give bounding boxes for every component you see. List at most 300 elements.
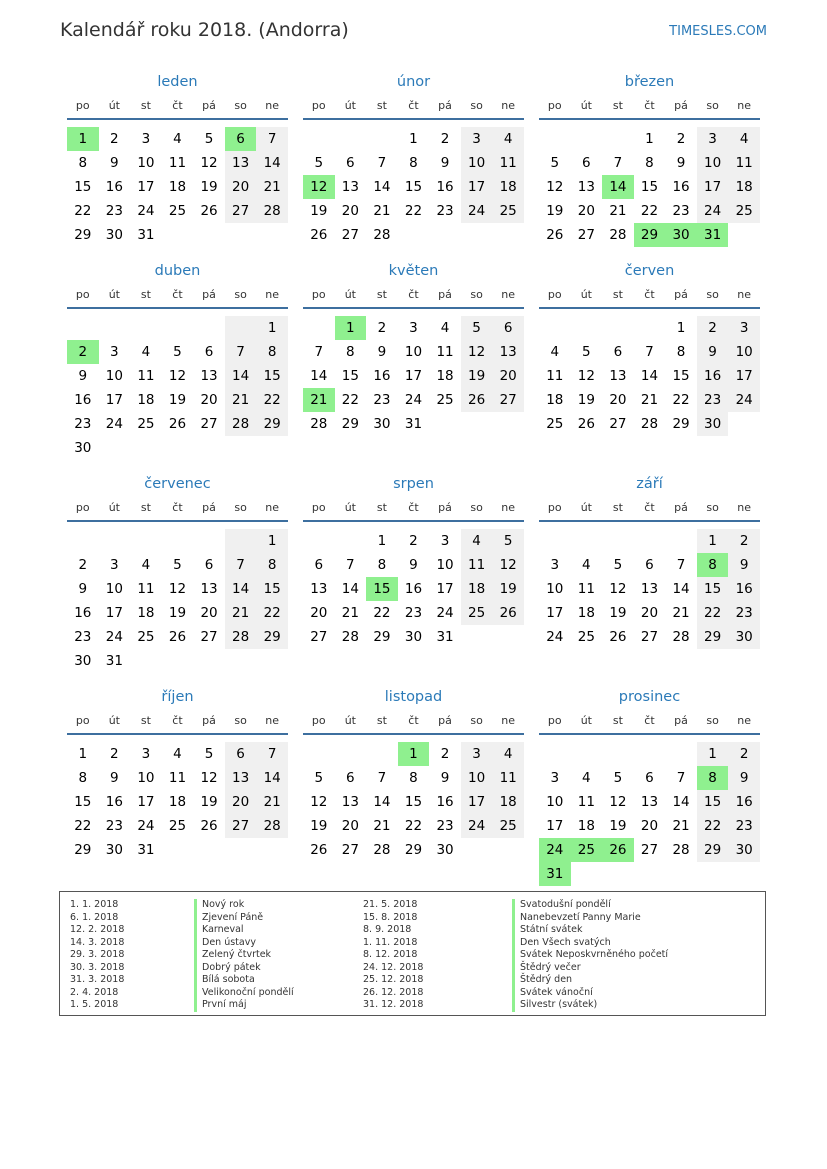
day-cell: 28 — [672, 842, 690, 858]
day-cell: 6 — [204, 344, 214, 360]
day-cell: 9 — [78, 581, 88, 597]
day-cell: 18 — [492, 175, 524, 199]
empty-cell — [697, 862, 729, 886]
day-cell: 23 — [404, 605, 423, 621]
day-cell: 4 — [173, 131, 182, 147]
month-1 — [67, 73, 288, 247]
day-cell: 9 — [377, 344, 387, 360]
empty-cell — [303, 529, 335, 553]
day-cell: 11 — [137, 368, 155, 384]
day-cell: 17 — [436, 581, 454, 597]
day-cell: 19 — [168, 605, 187, 621]
day-cell: 4 — [728, 127, 760, 151]
day-cell: 3 — [697, 127, 729, 151]
site-link[interactable]: TIMESLES.COM — [669, 24, 767, 39]
week-row — [303, 340, 524, 364]
day-cell: 27 — [310, 629, 328, 645]
day-cell: 14 — [640, 368, 659, 384]
day-cell: 21 — [303, 388, 335, 412]
day-cell: 17 — [404, 368, 423, 384]
day-cell: 30 — [373, 416, 391, 432]
day-cell: 6 — [645, 557, 654, 573]
day-cell: 25 — [461, 601, 493, 625]
empty-cell — [429, 412, 461, 436]
legend-date: 1. 11. 2018 — [363, 936, 418, 948]
empty-cell — [162, 649, 194, 673]
day-cell: 11 — [492, 151, 524, 175]
page-title: Kalendář roku 2018. (Andorra) — [60, 19, 349, 41]
day-cell: 24 — [404, 392, 423, 408]
week-row — [539, 223, 760, 247]
day-cell: 6 — [613, 344, 623, 360]
holiday-legend — [59, 891, 766, 1016]
day-cell: 17 — [728, 364, 760, 388]
day-cell: 23 — [373, 392, 391, 408]
day-cell: 5 — [492, 529, 524, 553]
legend-date: 1. 1. 2018 — [70, 899, 119, 910]
weekday-label: st — [140, 98, 151, 112]
empty-cell — [162, 316, 194, 340]
empty-cell — [571, 316, 603, 340]
legend-date: 8. 12. 2018 — [363, 949, 418, 960]
day-cell: 19 — [609, 605, 627, 621]
day-cell: 25 — [137, 629, 155, 645]
legend-holiday-name: První máj — [194, 999, 294, 1012]
day-cell: 24 — [105, 629, 123, 645]
day-cell: 2 — [440, 131, 450, 147]
day-cell: 6 — [645, 770, 654, 786]
weekday-header — [303, 92, 524, 120]
day-cell: 16 — [728, 790, 760, 814]
week-row — [303, 577, 524, 601]
day-cell: 4 — [440, 320, 450, 336]
week-row — [539, 151, 760, 175]
day-cell: 24 — [436, 605, 454, 621]
week-row — [303, 838, 524, 862]
day-cell: 10 — [461, 766, 493, 790]
day-cell: 29 — [697, 838, 729, 862]
empty-cell — [335, 529, 367, 553]
week-row — [303, 316, 524, 340]
day-cell: 25 — [492, 199, 524, 223]
day-cell: 15 — [256, 364, 288, 388]
day-cell: 2 — [697, 316, 729, 340]
weekday-label: ne — [737, 500, 752, 514]
day-cell: 5 — [204, 746, 214, 762]
day-cell: 13 — [200, 368, 218, 384]
empty-cell — [303, 742, 335, 766]
day-cell: 26 — [546, 227, 564, 243]
day-cell: 2 — [110, 746, 119, 762]
day-cell: 8 — [697, 766, 729, 790]
month-name: červenec — [144, 476, 211, 492]
legend-holiday-name: Silvestr (svátek) — [512, 999, 668, 1012]
day-cell: 29 — [373, 629, 391, 645]
day-cell: 18 — [492, 790, 524, 814]
day-cell: 16 — [404, 581, 423, 597]
day-cell: 13 — [225, 766, 257, 790]
day-cell: 3 — [461, 742, 493, 766]
week-row — [539, 601, 760, 625]
day-cell: 16 — [74, 605, 92, 621]
day-cell: 16 — [728, 577, 760, 601]
day-cell: 18 — [728, 175, 760, 199]
day-cell: 11 — [492, 766, 524, 790]
day-cell: 24 — [546, 629, 564, 645]
weekday-label: po — [75, 287, 90, 301]
day-cell: 8 — [697, 553, 729, 577]
weekday-label: so — [234, 98, 247, 112]
day-cell: 9 — [676, 155, 686, 171]
weekday-header — [303, 707, 524, 735]
weekday-header — [539, 494, 760, 522]
week-row — [539, 742, 760, 766]
weekday-label: ne — [501, 98, 516, 112]
day-cell: 1 — [335, 316, 367, 340]
day-cell: 28 — [256, 199, 288, 223]
day-cell: 2 — [440, 746, 450, 762]
empty-cell — [461, 625, 493, 649]
day-cell: 18 — [577, 605, 595, 621]
weekday-label: čt — [644, 500, 655, 514]
day-cell: 16 — [105, 179, 123, 195]
day-cell: 14 — [225, 577, 257, 601]
empty-cell — [492, 412, 524, 436]
month-9 — [539, 475, 760, 649]
week-row — [539, 364, 760, 388]
day-cell: 7 — [676, 770, 686, 786]
day-cell: 8 — [645, 155, 654, 171]
weekday-label: so — [706, 287, 719, 301]
weekday-label: po — [547, 98, 562, 112]
day-cell: 11 — [137, 581, 155, 597]
day-cell: 2 — [676, 131, 686, 147]
day-cell: 31 — [404, 416, 423, 432]
month-name: listopad — [384, 689, 443, 705]
day-cell: 25 — [168, 203, 187, 219]
day-cell: 24 — [137, 203, 155, 219]
empty-cell — [728, 223, 760, 247]
day-cell: 13 — [310, 581, 328, 597]
legend-date: 8. 9. 2018 — [363, 924, 412, 935]
day-cell: 16 — [697, 364, 729, 388]
weekday-label: pá — [438, 500, 452, 514]
month-8 — [303, 475, 524, 649]
week-row — [303, 529, 524, 553]
day-cell: 13 — [640, 581, 659, 597]
weekday-header — [67, 92, 288, 120]
day-cell: 6 — [346, 770, 355, 786]
legend-holiday-name: Velikonoční pondělí — [194, 987, 294, 1000]
empty-cell — [366, 742, 398, 766]
day-cell: 20 — [640, 605, 659, 621]
day-cell: 5 — [582, 344, 591, 360]
weekday-label: út — [108, 98, 120, 112]
day-cell: 27 — [200, 629, 218, 645]
weekday-label: út — [580, 98, 592, 112]
day-cell: 2 — [377, 320, 387, 336]
day-cell: 6 — [492, 316, 524, 340]
day-cell: 29 — [341, 416, 359, 432]
empty-cell — [634, 742, 666, 766]
day-cell: 11 — [168, 155, 187, 171]
day-cell: 7 — [225, 553, 257, 577]
weekday-label: čt — [408, 98, 419, 112]
weekday-label: pá — [202, 98, 216, 112]
day-cell: 23 — [105, 203, 123, 219]
weekday-label: st — [376, 98, 387, 112]
legend-date: 25. 12. 2018 — [363, 974, 424, 985]
weekday-label: st — [612, 713, 623, 727]
legend-date: 31. 12. 2018 — [363, 999, 424, 1010]
day-cell: 1 — [256, 316, 288, 340]
empty-cell — [602, 862, 634, 886]
legend-holiday-name: Nový rok — [194, 899, 294, 912]
empty-cell — [225, 223, 257, 247]
day-cell: 14 — [341, 581, 359, 597]
day-cell: 23 — [728, 601, 760, 625]
weekday-label: út — [580, 287, 592, 301]
day-cell: 9 — [728, 766, 760, 790]
day-cell: 14 — [373, 179, 391, 195]
weekday-label: ne — [501, 713, 516, 727]
empty-cell — [571, 742, 603, 766]
day-cell: 12 — [310, 794, 328, 810]
day-cell: 7 — [377, 155, 387, 171]
day-cell: 7 — [256, 127, 288, 151]
weekday-label: čt — [172, 500, 183, 514]
week-row — [303, 175, 524, 199]
legend-holiday-name: Štědrý večer — [512, 962, 668, 975]
day-cell: 5 — [613, 770, 623, 786]
day-cell: 15 — [74, 794, 92, 810]
day-cell: 5 — [550, 155, 560, 171]
empty-cell — [492, 838, 524, 862]
day-cell: 26 — [168, 629, 187, 645]
empty-cell — [665, 529, 697, 553]
month-name: duben — [154, 263, 201, 279]
day-cell: 10 — [105, 368, 123, 384]
legend-date: 1. 5. 2018 — [70, 999, 119, 1010]
day-cell: 4 — [492, 127, 524, 151]
weekday-label: út — [108, 287, 120, 301]
empty-cell — [225, 436, 257, 460]
weekday-label: čt — [172, 98, 183, 112]
legend-holiday-name: Den ústavy — [194, 937, 294, 950]
day-cell: 4 — [461, 529, 493, 553]
day-cell: 16 — [436, 794, 454, 810]
day-cell: 20 — [609, 392, 627, 408]
weekday-header — [539, 92, 760, 120]
day-cell: 8 — [676, 344, 686, 360]
day-cell: 29 — [672, 416, 690, 432]
empty-cell — [634, 316, 666, 340]
day-cell: 27 — [577, 227, 595, 243]
weekday-label: pá — [674, 287, 688, 301]
day-cell: 7 — [256, 742, 288, 766]
day-cell: 6 — [225, 742, 257, 766]
week-row — [303, 412, 524, 436]
day-cell: 12 — [303, 175, 335, 199]
empty-cell — [225, 316, 257, 340]
day-cell: 16 — [373, 368, 391, 384]
day-cell: 10 — [137, 155, 155, 171]
day-cell: 28 — [341, 629, 359, 645]
day-cell: 12 — [492, 553, 524, 577]
day-cell: 27 — [341, 842, 359, 858]
day-cell: 22 — [672, 392, 690, 408]
weekday-label: pá — [202, 713, 216, 727]
day-cell: 19 — [546, 203, 564, 219]
day-cell: 3 — [141, 131, 151, 147]
week-row — [303, 199, 524, 223]
day-cell: 25 — [492, 814, 524, 838]
week-row — [67, 649, 288, 673]
day-cell: 23 — [436, 203, 454, 219]
day-cell: 14 — [310, 368, 328, 384]
legend-date: 29. 3. 2018 — [70, 949, 125, 960]
day-cell: 29 — [697, 625, 729, 649]
legend-date: 31. 3. 2018 — [70, 974, 125, 985]
day-cell: 22 — [373, 605, 391, 621]
day-cell: 9 — [697, 340, 729, 364]
weekday-label: st — [376, 500, 387, 514]
day-cell: 2 — [728, 529, 760, 553]
month-name: červen — [624, 263, 675, 279]
weekday-label: po — [75, 500, 90, 514]
day-cell: 21 — [256, 790, 288, 814]
day-cell: 15 — [74, 179, 92, 195]
week-row — [67, 364, 288, 388]
weekday-label: st — [140, 713, 151, 727]
weekday-label: čt — [172, 713, 183, 727]
day-cell: 3 — [409, 320, 418, 336]
weekday-label: st — [612, 98, 623, 112]
empty-cell — [303, 127, 335, 151]
day-cell: 6 — [225, 127, 257, 151]
legend-names-column-1 — [194, 899, 294, 1012]
empty-cell — [225, 529, 257, 553]
day-cell: 22 — [404, 203, 423, 219]
day-cell: 23 — [672, 203, 690, 219]
day-cell: 13 — [609, 368, 627, 384]
day-cell: 6 — [314, 557, 324, 573]
empty-cell — [256, 436, 288, 460]
week-row — [67, 742, 288, 766]
empty-cell — [225, 838, 257, 862]
legend-date: 12. 2. 2018 — [70, 924, 125, 935]
week-row — [539, 316, 760, 340]
month-name: prosinec — [618, 689, 681, 705]
day-cell: 24 — [137, 818, 155, 834]
day-cell: 26 — [577, 416, 595, 432]
day-cell: 28 — [640, 416, 659, 432]
day-cell: 23 — [74, 416, 92, 432]
weekday-label: ne — [265, 500, 280, 514]
empty-cell — [571, 862, 603, 886]
empty-cell — [634, 529, 666, 553]
day-cell: 14 — [225, 364, 257, 388]
day-cell: 22 — [74, 818, 92, 834]
day-cell: 2 — [78, 557, 88, 573]
day-cell: 7 — [645, 344, 654, 360]
empty-cell — [130, 529, 162, 553]
day-cell: 11 — [728, 151, 760, 175]
weekday-header — [67, 494, 288, 522]
day-cell: 10 — [546, 794, 564, 810]
weekday-label: čt — [644, 713, 655, 727]
day-cell: 5 — [204, 131, 214, 147]
day-cell: 29 — [256, 625, 288, 649]
empty-cell — [130, 649, 162, 673]
day-cell: 30 — [74, 440, 92, 456]
weekday-label: po — [311, 500, 326, 514]
legend-names-column-2 — [512, 899, 668, 1012]
day-cell: 3 — [550, 557, 560, 573]
week-row — [303, 814, 524, 838]
day-cell: 9 — [440, 770, 450, 786]
day-cell: 18 — [137, 605, 155, 621]
week-row — [303, 742, 524, 766]
day-cell: 24 — [461, 199, 493, 223]
empty-cell — [162, 529, 194, 553]
legend-dates-column-2 — [363, 899, 423, 1012]
day-cell: 4 — [141, 557, 151, 573]
day-cell: 5 — [613, 557, 623, 573]
legend-holiday-name: Státní svátek — [512, 924, 668, 937]
day-cell: 29 — [74, 227, 92, 243]
day-cell: 26 — [200, 818, 218, 834]
day-cell: 13 — [200, 581, 218, 597]
day-cell: 9 — [110, 155, 119, 171]
week-row — [539, 790, 760, 814]
day-cell: 2 — [728, 742, 760, 766]
legend-holiday-name: Den Všech svatých — [512, 937, 668, 950]
legend-date: 24. 12. 2018 — [363, 961, 424, 973]
day-cell: 25 — [577, 629, 595, 645]
day-cell: 8 — [409, 770, 418, 786]
weekday-label: pá — [674, 713, 688, 727]
day-cell: 12 — [168, 581, 187, 597]
day-cell: 27 — [225, 199, 257, 223]
day-cell: 1 — [398, 742, 430, 766]
week-row — [67, 151, 288, 175]
day-cell: 23 — [697, 388, 729, 412]
empty-cell — [193, 316, 225, 340]
day-cell: 14 — [602, 175, 634, 199]
day-cell: 12 — [546, 179, 564, 195]
day-cell: 4 — [173, 746, 182, 762]
legend-holiday-name: Karneval — [194, 924, 294, 937]
week-row — [303, 625, 524, 649]
empty-cell — [602, 529, 634, 553]
day-cell: 4 — [582, 770, 591, 786]
day-cell: 23 — [728, 814, 760, 838]
empty-cell — [67, 529, 99, 553]
day-cell: 10 — [546, 581, 564, 597]
weekday-label: st — [140, 500, 151, 514]
day-cell: 1 — [409, 131, 418, 147]
day-cell: 21 — [640, 392, 659, 408]
day-cell: 17 — [105, 605, 123, 621]
weekday-label: ne — [737, 98, 752, 112]
day-cell: 26 — [492, 601, 524, 625]
day-cell: 16 — [436, 179, 454, 195]
day-cell: 24 — [461, 814, 493, 838]
day-cell: 5 — [461, 316, 493, 340]
week-row — [303, 766, 524, 790]
day-cell: 12 — [609, 581, 627, 597]
